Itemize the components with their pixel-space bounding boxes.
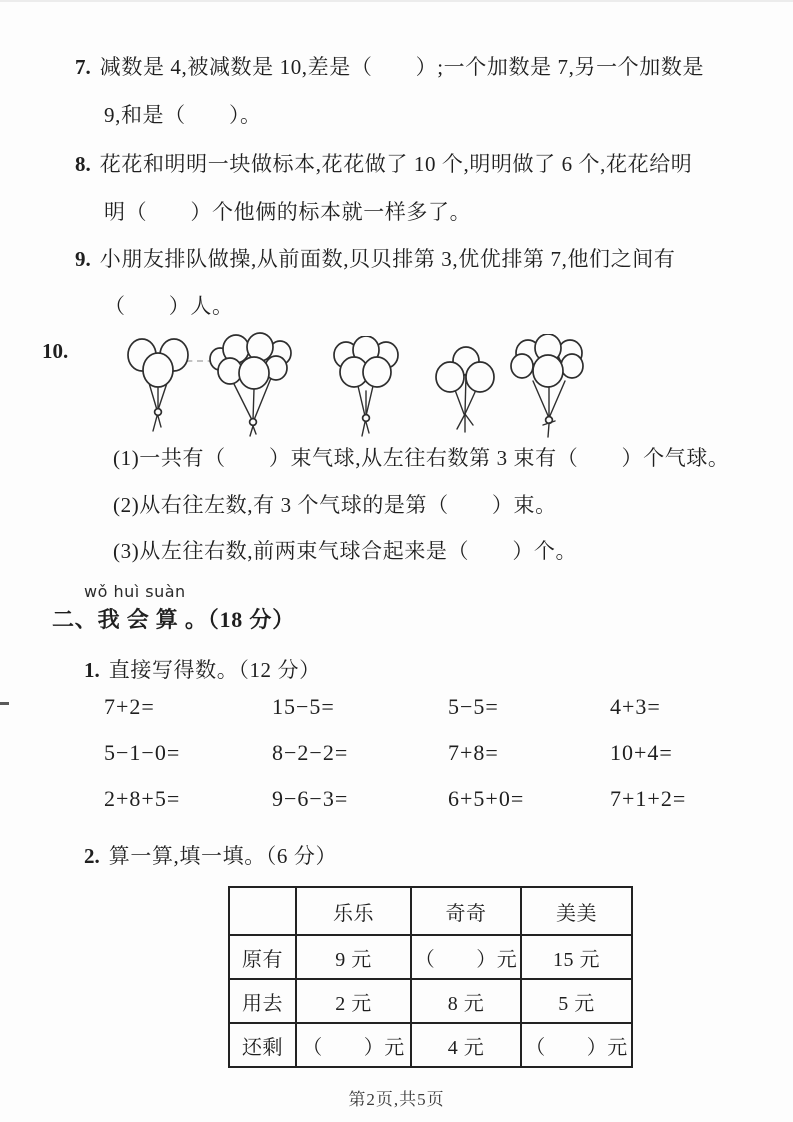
balloon-bunch-3: [326, 336, 408, 442]
question-8-number: 8.: [75, 152, 91, 176]
section2-q2-number: 2.: [84, 844, 100, 868]
question-7-text: 减数是 4,被减数是 10,差是（ ）;一个加数是 7,另一个加数是: [99, 55, 705, 79]
table-cell: 9 元: [296, 935, 411, 979]
question-8-line2: 明（ ）个他俩的标本就一样多了。: [104, 200, 472, 224]
table-cell: 15 元: [521, 935, 632, 979]
section2-q1-number: 1.: [84, 658, 100, 682]
balloon-bunch-5: [508, 334, 594, 444]
math-problem: 6+5+0=: [448, 786, 525, 811]
math-problem: 5−1−0=: [104, 740, 181, 765]
math-problem: 5−5=: [448, 694, 499, 719]
math-problem: 9−6−3=: [272, 786, 349, 811]
question-7-line2: 9,和是（ ）。: [104, 103, 262, 127]
table-cell: （ ）元: [296, 1023, 411, 1067]
question-10-number: 10.: [42, 339, 69, 363]
table-column-header: 奇奇: [411, 887, 521, 935]
balloon-bunch-4: [428, 344, 506, 440]
balloon-bunch-1: [120, 336, 202, 436]
table-cell: （ ）元: [411, 935, 521, 979]
table-row: [229, 935, 632, 979]
section2-q1-text: 直接写得数。（12 分）: [108, 658, 321, 682]
question-9-text: 小朋友排队做操,从前面数,贝贝排第 3,优优排第 7,他们之间有: [99, 247, 676, 271]
math-problem: 7+2=: [104, 694, 155, 719]
math-problem: 10+4=: [610, 740, 673, 765]
question-7-number: 7.: [75, 55, 91, 79]
math-problem: 4+3=: [610, 694, 661, 719]
section2-q1-title: [84, 654, 321, 684]
table-row-label: 还剩: [229, 1023, 296, 1067]
question-9-line1: [75, 246, 675, 272]
table-column-header: 乐乐: [296, 887, 411, 935]
math-problem: 7+8=: [448, 740, 499, 765]
table-cell: 4 元: [411, 1023, 521, 1067]
math-problem: 7+1+2=: [610, 786, 687, 811]
money-table: [228, 886, 633, 1068]
question-8-text: 花花和明明一块做标本,花花做了 10 个,明明做了 6 个,花花给明: [99, 152, 693, 176]
table-row-label: 用去: [229, 979, 296, 1023]
table-row: [229, 979, 632, 1023]
scan-edge-artifact: [0, 702, 9, 705]
section2-q2-title: [84, 840, 337, 870]
table-column-header: 美美: [521, 887, 632, 935]
table-corner-cell: [229, 887, 296, 935]
section2-q2-text: 算一算,填一填。（6 分）: [108, 844, 338, 868]
table-cell: 8 元: [411, 979, 521, 1023]
math-problem: 8−2−2=: [272, 740, 349, 765]
question-7-line1: [75, 54, 704, 80]
question-10-sub2: (2)从右往左数,有 3 个气球的是第（ ）束。: [113, 493, 557, 517]
question-8-line1: [75, 151, 692, 177]
question-9-line2: （ ）人。: [104, 294, 234, 318]
section-2-pinyin: wǒ huì suàn: [84, 582, 186, 601]
table-row-label: 原有: [229, 935, 296, 979]
table-cell: 5 元: [521, 979, 632, 1023]
table-cell: （ ）元: [521, 1023, 632, 1067]
page-number-footer: 第2页,共5页: [348, 1090, 445, 1109]
table-row: [229, 1023, 632, 1067]
section-2-title: 二、我 会 算 。（18 分）: [52, 607, 296, 632]
math-problem: 2+8+5=: [104, 786, 181, 811]
balloon-bunch-2: [208, 332, 304, 440]
question-10-sub3: (3)从左往右数,前两束气球合起来是（ ）个。: [113, 539, 578, 563]
math-problem: 15−5=: [272, 694, 335, 719]
table-cell: 2 元: [296, 979, 411, 1023]
question-10-sub1: (1)一共有（ ）束气球,从左往右数第 3 束有（ ）个气球。: [113, 446, 730, 470]
calculation-grid: [104, 695, 780, 811]
question-9-number: 9.: [75, 247, 91, 271]
